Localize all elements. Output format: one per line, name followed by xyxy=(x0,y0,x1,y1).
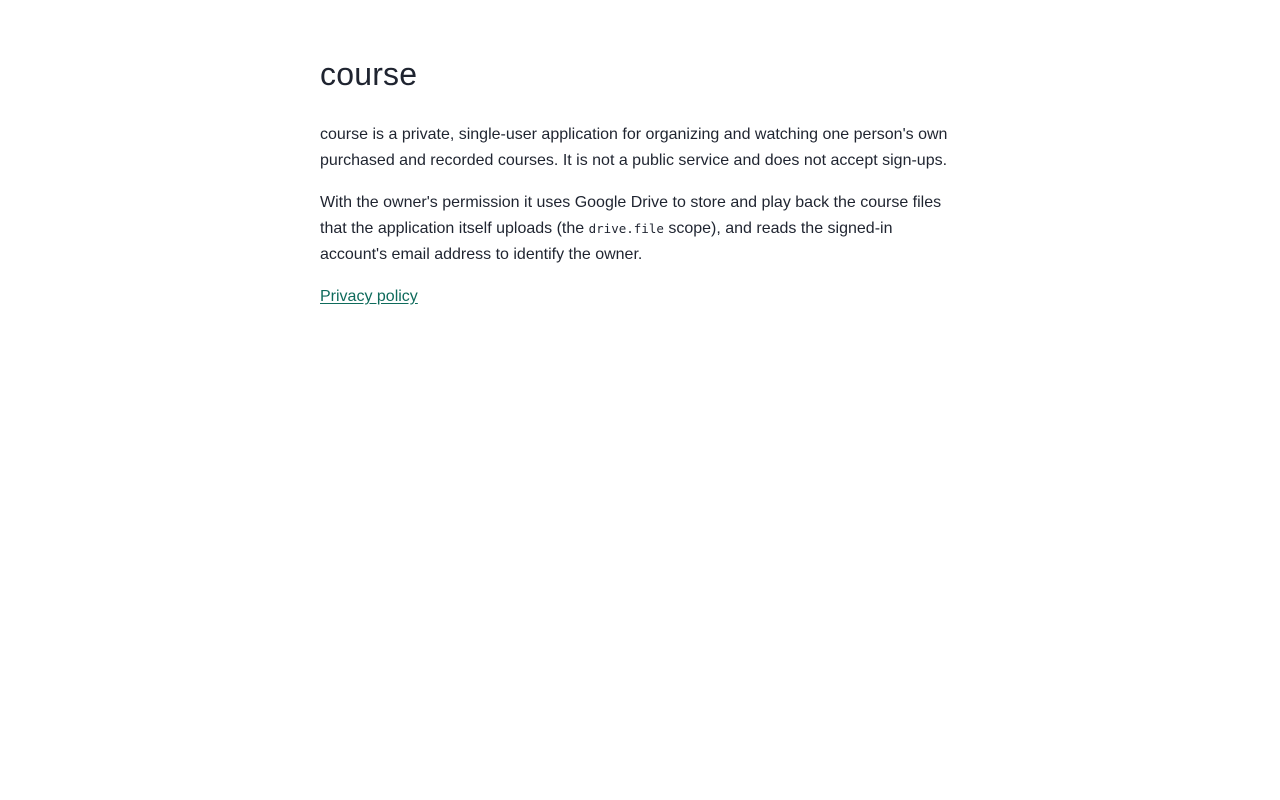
drive-permission-paragraph xyxy=(320,190,960,268)
privacy-policy-link[interactable]: Privacy policy xyxy=(320,288,418,305)
drive-text-after: scope), and reads the signed-in account's email address to identify the owner. xyxy=(320,220,893,263)
main-content xyxy=(320,0,960,310)
drive-scope-code: drive.file xyxy=(588,221,664,236)
page-title: course xyxy=(320,56,418,92)
intro-paragraph: course is a private, single-user application for organizing and watching one person's own purchased and recorded courses. It is not a public service and does not accept sign-ups. xyxy=(320,126,948,169)
privacy-link-row xyxy=(320,284,960,310)
drive-text-before: With the owner's permission it uses Google Drive to store and play back the course files that the application itself uploads (the xyxy=(320,194,942,237)
